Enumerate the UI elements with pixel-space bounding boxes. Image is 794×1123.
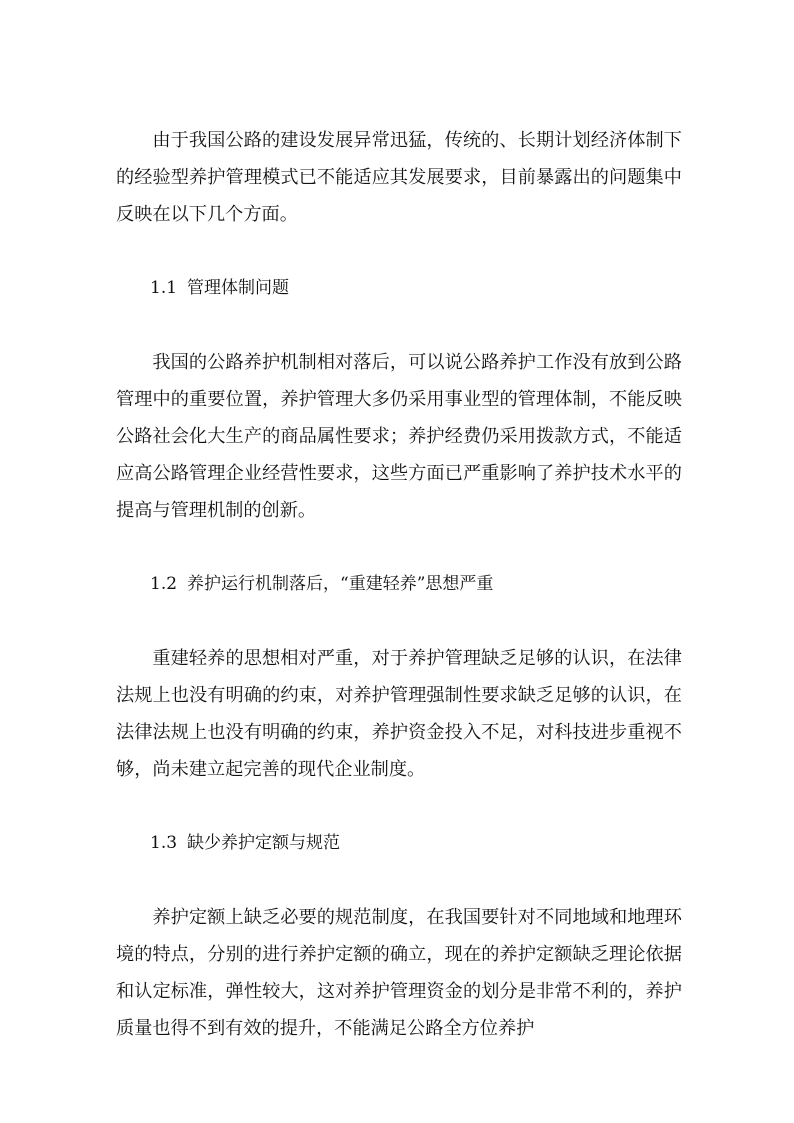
section-body-1-1: 我国的公路养护机制相对落后，可以说公路养护工作没有放到公路管理中的重要位置，养护管理大多仍采用事业型的管理体制，不能反映公路社会化大生产的商品属性要求；养护经费仍采用拨款方式，不能适应高公路管理企业经营性要求，这些方面已严重影响了养护技术水平的提高与管理机制的创新。 — [116, 352, 682, 521]
section-body-1-3: 养护定额上缺乏必要的规范制度，在我国要针对不同地域和地理环境的特点，分别的进行养护定额的确立，现在的养护定额缺乏理论依据和认定标准，弹性较大，这对养护管理资金的划分是非常不利的，养护质量也得不到有效的提升，不能满足公路全方位养护 — [116, 907, 682, 1039]
paragraph-spacer — [116, 233, 682, 270]
paragraph-spacer — [116, 862, 682, 899]
section-heading-1-2 — [116, 566, 682, 603]
paragraph-spacer — [116, 307, 682, 344]
section-heading-1-1 — [116, 270, 682, 307]
document-body — [116, 122, 682, 1047]
paragraph-spacer — [116, 603, 682, 640]
section-body-1-2: 重建轻养的思想相对严重，对于养护管理缺乏足够的认识，在法律法规上也没有明确的约束，对养护管理强制性要求缺乏足够的认识，在法律法规上也没有明确的约束，养护资金投入不足，对科技进步重视不够，尚未建立起完善的现代企业制度。 — [116, 648, 682, 780]
paragraph-spacer — [116, 529, 682, 566]
section-number: 1.3 — [150, 833, 178, 853]
section-number: 1.2 — [150, 574, 178, 594]
section-title: 养护运行机制落后，“重建轻养”思想严重 — [187, 574, 494, 594]
section-title: 缺少养护定额与规范 — [187, 833, 341, 853]
section-number: 1.1 — [150, 278, 178, 298]
section-heading-1-3 — [116, 825, 682, 862]
intro-paragraph: 由于我国公路的建设发展异常迅猛，传统的、长期计划经济体制下的经验型养护管理模式已不能适应其发展要求，目前暴露出的问题集中反映在以下几个方面。 — [116, 130, 682, 225]
section-title: 管理体制问题 — [187, 278, 290, 298]
paragraph-spacer — [116, 788, 682, 825]
